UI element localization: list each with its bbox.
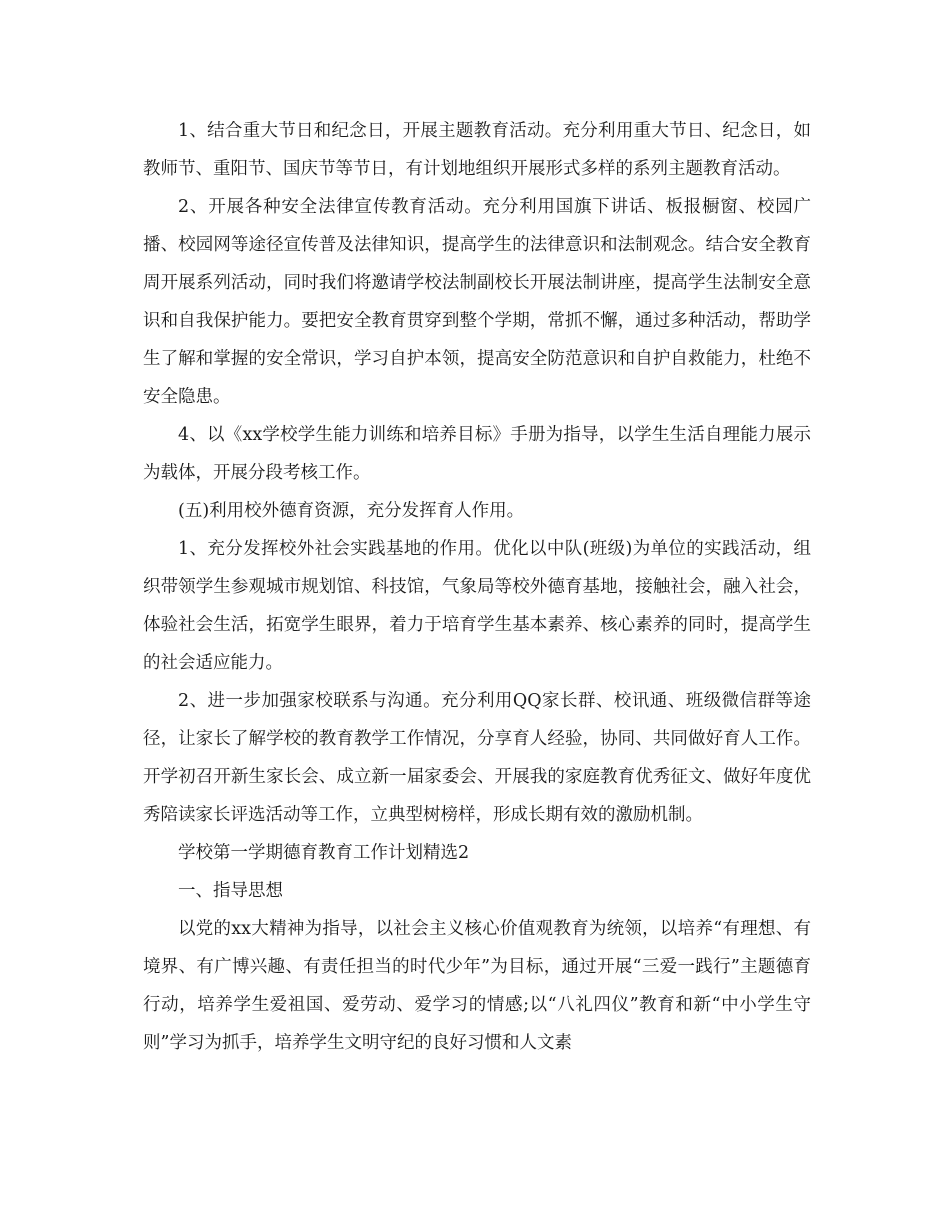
paragraph-guiding-ideology: 以党的xx大精神为指导，以社会主义核心价值观教育为统领，以培养“有理想、有境界、有广博兴趣、有责任担当的时代少年”为目标，通过开展“三爱一践行”主题德育行动，培养学生爱祖国、爱劳动、爱学习的情感;以“八礼四仪”教育和新“中小学生守则”学习为抓手，培养学生文明守纪的良好习惯和人文素: [143, 919, 811, 1053]
section-heading-external-resources: (五)利用校外德育资源，充分发挥育人作用。: [178, 501, 525, 521]
paragraph-ability-training: 4、以《xx学校学生能力训练和培养目标》手册为指导，以学生生活自理能力展示为载体，开展分段考核工作。: [143, 425, 811, 483]
document-page: [143, 112, 811, 1062]
paragraph-safety-law-education: 2、开展各种安全法律宣传教育活动。充分利用国旗下讲话、板报橱窗、校园广播、校园网等途径宣传普及法律知识，提高学生的法律意识和法制观念。结合安全教育周开展系列活动，同时我们将邀请学校法制副校长开展法制讲座，提高学生法制安全意识和自我保护能力。要把安全教育贯穿到整个学期，常抓不懈，通过多种活动，帮助学生了解和掌握的安全常识，学习自护本领，提高安全防范意识和自护自救能力，杜绝不安全隐患。: [143, 197, 811, 407]
document-title-plan-2: 学校第一学期德育教育工作计划精选2: [178, 843, 470, 863]
section-heading-guiding-ideology: 一、指导思想: [178, 881, 283, 901]
paragraph-practice-base: 1、充分发挥校外社会实践基地的作用。优化以中队(班级)为单位的实践活动，组织带领学生参观城市规划馆、科技馆，气象局等校外德育基地，接触社会，融入社会，体验社会生活，拓宽学生眼界，着力于培育学生基本素养、核心素养的同时，提高学生的社会适应能力。: [143, 539, 811, 673]
paragraph-home-school-communication: 2、进一步加强家校联系与沟通。充分利用QQ家长群、校讯通、班级微信群等途径，让家长了解学校的教育教学工作情况，分享育人经验，协同、共同做好育人工作。开学初召开新生家长会、成立新一届家委会、开展我的家庭教育优秀征文、做好年度优秀陪读家长评选活动等工作，立典型树榜样，形成长期有效的激励机制。: [143, 691, 811, 825]
paragraph-festival-activities: 1、结合重大节日和纪念日，开展主题教育活动。充分利用重大节日、纪念日，如教师节、重阳节、国庆节等节日，有计划地组织开展形式多样的系列主题教育活动。: [143, 121, 811, 179]
